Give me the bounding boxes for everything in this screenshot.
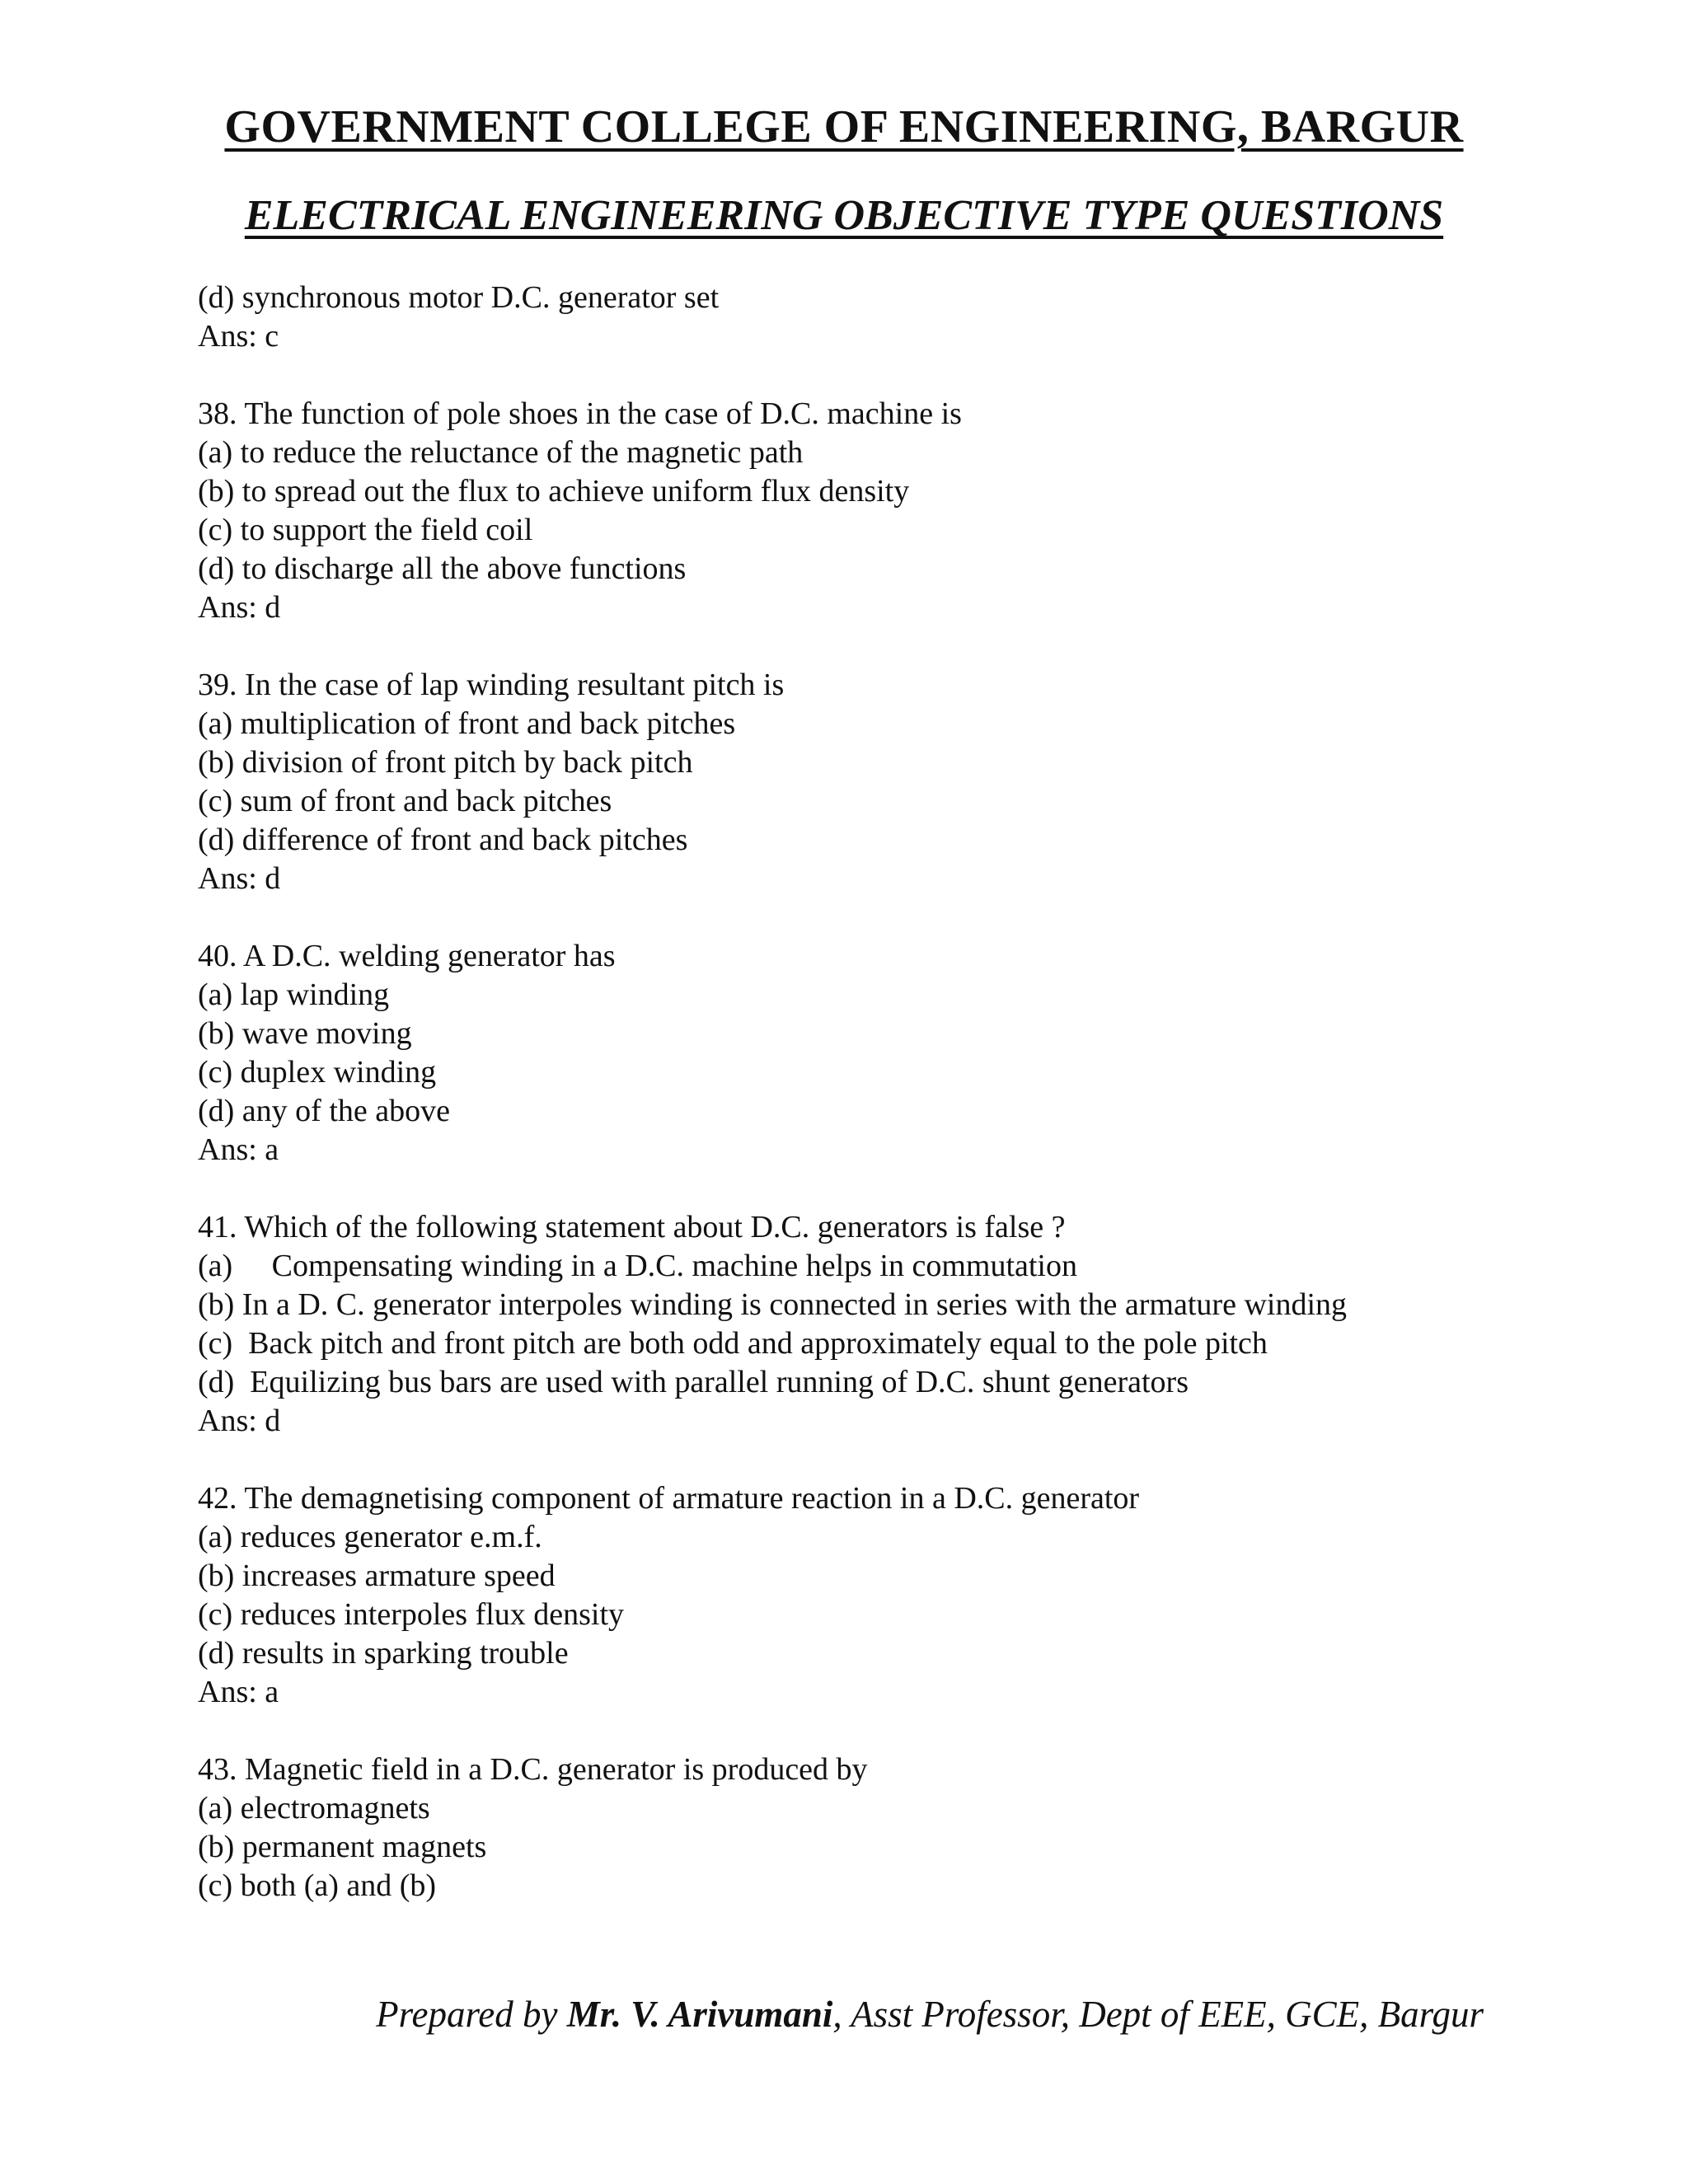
continued-answer: Ans: c [198,319,279,354]
spacer [198,1169,1451,1208]
option-text: (a) reduces generator e.m.f. [198,1520,542,1554]
option-text: (b) increases armature speed [198,1558,556,1593]
option-text: (c) to support the field coil [198,513,533,547]
question-text: 40. A D.C. welding generator has [198,939,616,973]
question-text: 42. The demagnetising component of armature reaction in a D.C. generator [198,1481,1140,1516]
option-text: (c) sum of front and back pitches [198,784,612,818]
spacer [198,1441,1451,1479]
answer-text: Ans: a [198,1132,279,1167]
question-block [198,395,1451,627]
option-text: (a) electromagnets [198,1791,430,1825]
option-text: (d) Equilizing bus bars are used with parallel running of D.C. shunt generators [198,1365,1189,1399]
question-block [198,1750,1451,1905]
option-text: (c) duplex winding [198,1055,437,1090]
footer-suffix: , Asst Professor, Dept of EEE, GCE, Bargur [832,1994,1484,2035]
question-block [198,1208,1451,1441]
option-text: (b) wave moving [198,1016,412,1051]
option-text: (c) both (a) and (b) [198,1868,437,1903]
option-text: (b) to spread out the flux to achieve uniform flux density [198,474,910,509]
question-block [198,666,1451,898]
spacer [198,356,1451,395]
option-text: (d) any of the above [198,1094,450,1128]
answer-text: Ans: d [198,1404,281,1438]
option-text: (b) permanent magnets [198,1830,487,1864]
option-text: (c) Back pitch and front pitch are both odd and approximately equal to the pole pitch [198,1326,1268,1361]
question-text: 41. Which of the following statement about D.C. generators is false ? [198,1210,1066,1244]
prepared-by-footer [0,1993,1484,2036]
option-text: (d) results in sparking trouble [198,1636,569,1671]
question-text: 38. The function of pole shoes in the case of D.C. machine is [198,396,962,431]
answer-text: Ans: d [198,861,281,896]
option-text: (a) lap winding [198,977,390,1012]
option-text: (d) difference of front and back pitches [198,823,688,857]
option-text: (a) to reduce the reluctance of the magnetic path [198,435,804,470]
option-text: (d) to discharge all the above functions [198,551,687,586]
spacer [198,627,1451,666]
college-title: GOVERNMENT COLLEGE OF ENGINEERING, BARGUR [224,101,1464,152]
option-text: (a) Compensating winding in a D.C. machine helps in commutation [198,1249,1077,1283]
question-text: 43. Magnetic field in a D.C. generator is produced by [198,1752,868,1787]
option-text: (c) reduces interpoles flux density [198,1597,625,1632]
answer-text: Ans: a [198,1675,279,1709]
spacer [198,898,1451,937]
question-block [198,1479,1451,1712]
spacer [198,1712,1451,1750]
footer-prefix: Prepared by [376,1994,567,2035]
question-list [198,279,1451,1905]
question-text: 39. In the case of lap winding resultant pitch is [198,668,785,702]
continued-option-d: (d) synchronous motor D.C. generator set [198,280,720,315]
question-block [198,937,1451,1169]
option-text: (b) division of front pitch by back pitch [198,745,693,780]
answer-text: Ans: d [198,590,281,625]
subject-title: ELECTRICAL ENGINEERING OBJECTIVE TYPE QUESTIONS [244,192,1444,239]
footer-author: Mr. V. Arivumani [566,1994,833,2035]
option-text: (b) In a D. C. generator interpoles winding is connected in series with the armature winding [198,1287,1347,1322]
option-text: (a) multiplication of front and back pitches [198,706,736,741]
